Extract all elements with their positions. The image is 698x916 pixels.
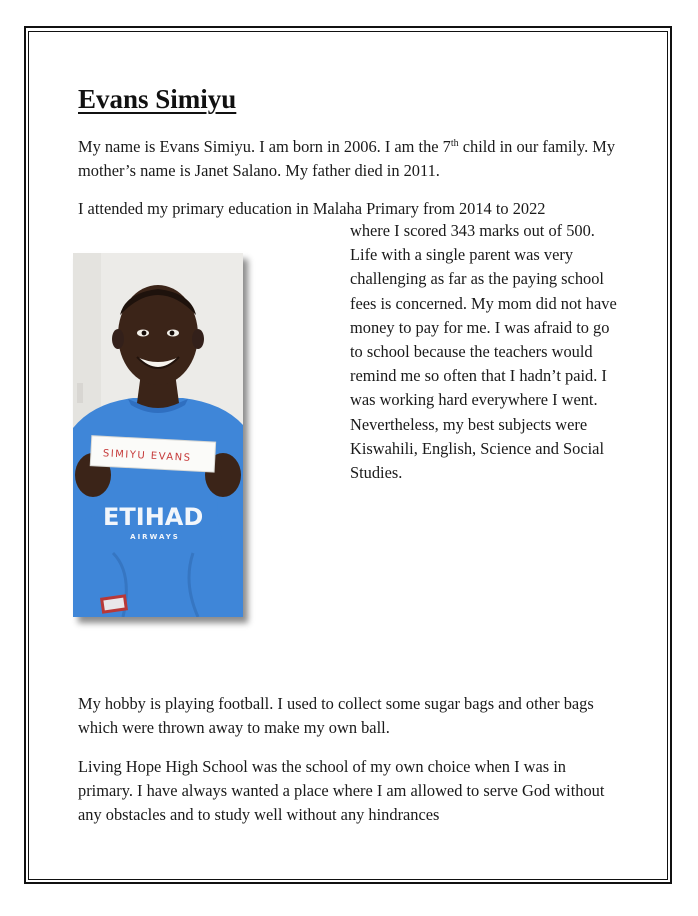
intro-text-b: child in our family. My mother’s name is Janet Salano. My father died in 2011.: [78, 137, 616, 181]
hobby-paragraph: My hobby is playing football. I used to collect some sugar bags and other bags which were thrown away to make my own ball.: [78, 694, 594, 738]
intro-text-a: My name is Evans Simiyu. I am born in 2006. I am the 7: [78, 137, 451, 156]
intro-paragraph: [78, 135, 618, 183]
page-title: Evans Simiyu: [78, 84, 237, 114]
education-paragraph-wrapped: where I scored 343 marks out of 500. Life with a single parent was very challenging as far as the paying school fees is concerned. My mom did not have money to pay for me. I was afraid to go to school because the teachers would remind me so often that I hadn’t paid. I was working hard everywhere I went. Nevertheless, my best subjects were Kiswahili, English, Science and Social Studies.: [350, 221, 617, 483]
student-photo: [73, 253, 243, 617]
education-paragraph-first-line: I attended my primary education in Malaha Primary from 2014 to 2022: [78, 199, 546, 218]
sign-text: SIMIYU EVANS: [102, 448, 192, 464]
shirt-logo-subtext: AIRWAYS: [130, 533, 180, 541]
school-choice-paragraph: Living Hope High School was the school of my own choice when I was in primary. I have always wanted a place where I am allowed to serve God without any obstacles and to study well without any hindrances: [78, 757, 605, 825]
ordinal-suffix: th: [450, 138, 459, 149]
shirt-logo-text: ETIHAD: [103, 503, 204, 531]
